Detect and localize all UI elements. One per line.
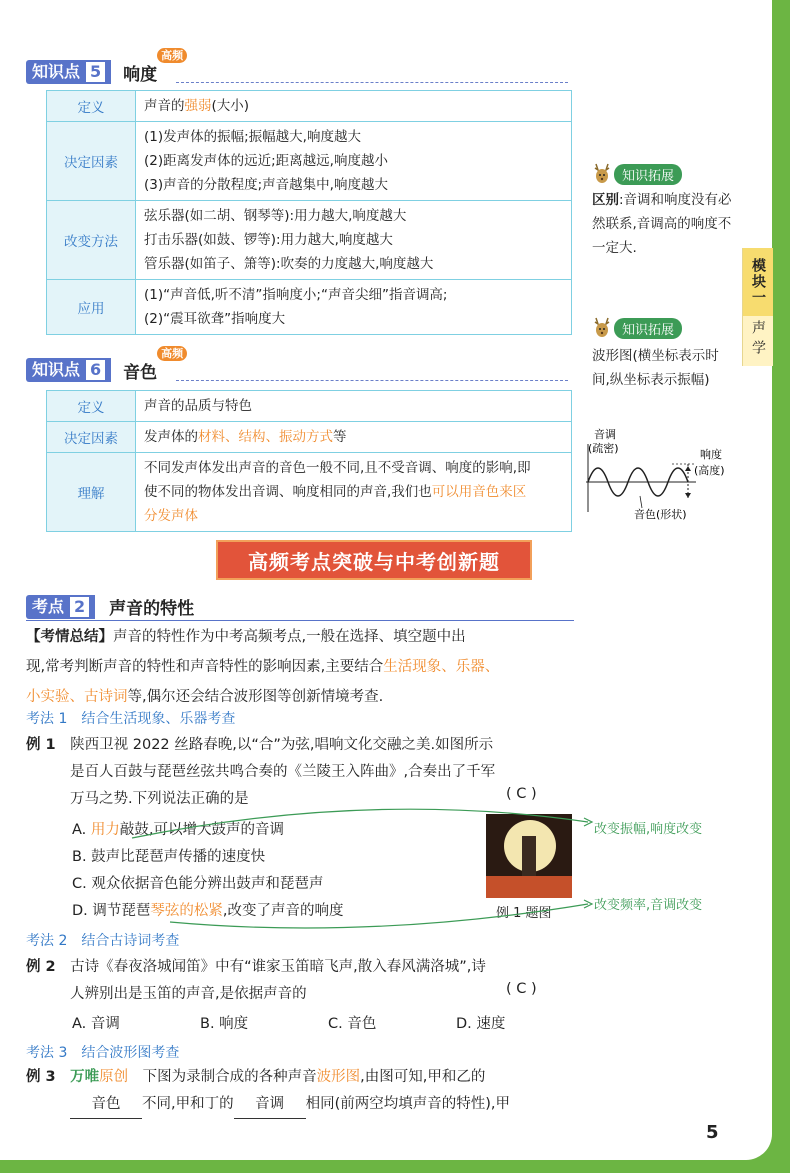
hot-badge: 高频	[157, 48, 187, 63]
module-label: 模块一	[743, 248, 773, 316]
example-1-option-b: B. 鼓声比琵琶声传播的速度快	[72, 849, 266, 865]
annotation-arrows	[130, 800, 600, 940]
kp6-table	[46, 390, 572, 532]
table-row: 定义 声音的品质与特色	[47, 391, 572, 422]
table-row: 决定因素 (1)发声体的振幅;振幅越大,响度越大 (2)距离发声体的远近;距离越远,响度越小 (3)声音的分散程度;声音越集中,响度越大	[47, 122, 572, 201]
side-note-1-text: 区别:音调和响度没有必然联系,音调高的响度不一定大.	[592, 192, 732, 256]
row-label: 理解	[47, 453, 136, 532]
kd2-badge: 考点	[26, 595, 70, 619]
highlight-text: 强弱	[184, 98, 212, 114]
example-1-caption: 例 1 题图	[496, 906, 552, 921]
example-2-stem: 例 2 古诗《春夜洛城闻笛》中有“谁家玉笛暗飞声,散入春风满洛城”,诗 人辨别出是玉笛的声音,是依据声音的	[26, 959, 486, 1002]
method-1-heading: 考法 1 结合生活现象、乐器考查	[26, 711, 236, 727]
page-number: 5	[706, 1122, 719, 1143]
highlight-text: 材料、结构、振动方式	[198, 429, 333, 445]
side-note-1-label: 知识拓展	[592, 162, 682, 186]
row-label: 改变方法	[47, 201, 136, 280]
kd2-header	[26, 594, 194, 619]
waveform-diagram	[584, 424, 738, 520]
table-row: 决定因素 发声体的材料、结构、振动方式等	[47, 422, 572, 453]
example-1-stem: 例 1 陕西卫视 2022 丝路春晚,以“合”为弦,唱响文化交融之美.如图所示 是百人百鼓与琵琶丝弦共鸣合奏的《兰陵王入阵曲》,合奏出了千军 万马之势.下列说法正确的是	[26, 737, 496, 807]
highlight-text: 分发声体	[144, 508, 198, 524]
answer-blank-1: 音色	[70, 1091, 142, 1119]
kp6-number: 6	[86, 360, 105, 380]
table-row: 定义 声音的强弱(大小)	[47, 91, 572, 122]
section-banner: 高频考点突破与中考创新题	[216, 540, 532, 580]
example-2-option-c: C. 音色	[328, 1016, 377, 1032]
row-label: 应用	[47, 280, 136, 335]
method-2-heading: 考法 2 结合古诗词考查	[26, 933, 180, 949]
example-1-option-c: C. 观众依据音色能分辨出鼓声和琵琶声	[72, 876, 324, 892]
deer-icon	[592, 316, 612, 340]
table-row: 改变方法 弦乐器(如二胡、钢琴等):用力越大,响度越大 打击乐器(如鼓、锣等):用力越大,响度越大 管乐器(如笛子、箫等):吹奏的力度越大,响度越大	[47, 201, 572, 280]
wave-loud-sub: (高度)	[694, 464, 725, 477]
kd2-title: 声音的特性	[109, 599, 195, 619]
kd2-number: 2	[70, 597, 89, 617]
hot-badge: 高频	[157, 346, 187, 361]
deer-icon	[592, 162, 612, 186]
side-note-2-label: 知识拓展	[592, 316, 682, 340]
example-2-option-a: A. 音调	[72, 1016, 120, 1032]
answer-blank-2: 音调	[234, 1091, 306, 1119]
kp5-header	[26, 48, 184, 85]
kp5-title: 响度	[123, 64, 158, 85]
wave-loud-label: 响度	[700, 448, 722, 461]
subject-label: 声学	[750, 320, 766, 360]
example-3-stem: 例 3 万唯原创 下图为录制合成的各种声音波形图,由图可知,甲和乙的 音色 不同,甲和丁的 音调 相同(前两空均填声音的特性),甲	[26, 1064, 586, 1119]
row-label: 决定因素	[47, 122, 136, 201]
table-row: 应用 (1)“声音低,听不清”指响度小;“声音尖细”指音调高; (2)“震耳欲聋”指响度大	[47, 280, 572, 335]
highlight-text: 可以用音色来区	[431, 484, 527, 500]
wave-pitch-sub: (疏密)	[588, 442, 619, 455]
side-note-2-text: 波形图(横坐标表示时间,纵坐标表示振幅)	[592, 348, 719, 388]
row-label: 定义	[47, 391, 136, 422]
kp5-table	[46, 90, 572, 335]
row-label: 定义	[47, 91, 136, 122]
module-side-tab	[742, 248, 773, 366]
kp6-title: 音色	[123, 362, 158, 383]
kp6-header	[26, 346, 184, 383]
kp6-badge: 知识点	[26, 358, 86, 382]
wave-pitch-label: 音调	[594, 428, 616, 441]
brand-mark: 万唯	[70, 1069, 100, 1085]
annotation-note-1: 改变振幅,响度改变	[594, 822, 703, 837]
annotation-note-2: 改变频率,音调改变	[594, 898, 703, 913]
kp5-badge: 知识点	[26, 60, 86, 84]
divider	[176, 380, 568, 382]
example-2-option-b: B. 响度	[200, 1016, 249, 1032]
example-1-option-d: D. 调节琵琶琴弦的松紧,改变了声音的响度	[72, 903, 344, 919]
method-3-heading: 考法 3 结合波形图考查	[26, 1045, 180, 1061]
example-2-option-d: D. 速度	[456, 1016, 506, 1032]
divider	[176, 82, 568, 84]
wave-timbre-label: 音色(形状)	[634, 508, 687, 520]
kp5-number: 5	[86, 62, 105, 82]
exam-summary: 【考情总结】声音的特性作为中考高频考点,一般在选择、填空题中出 现,常考判断声音的特性和声音特性的影响因素,主要结合生活现象、乐器、 小实验、古诗词等,偶尔还会结合波形图等创新情境考查.	[26, 629, 500, 705]
example-2-answer: ( C )	[506, 981, 537, 997]
example-1-option-a: A. 用力敲鼓,可以增大鼓声的音调	[72, 822, 284, 838]
example-1-answer: ( C )	[506, 786, 537, 802]
table-row: 理解 不同发声体发出声音的音色一般不同,且不受音调、响度的影响,即 使不同的物体发出音调、响度相同的声音,我们也可以用音色来区 分发声体	[47, 453, 572, 532]
row-label: 决定因素	[47, 422, 136, 453]
